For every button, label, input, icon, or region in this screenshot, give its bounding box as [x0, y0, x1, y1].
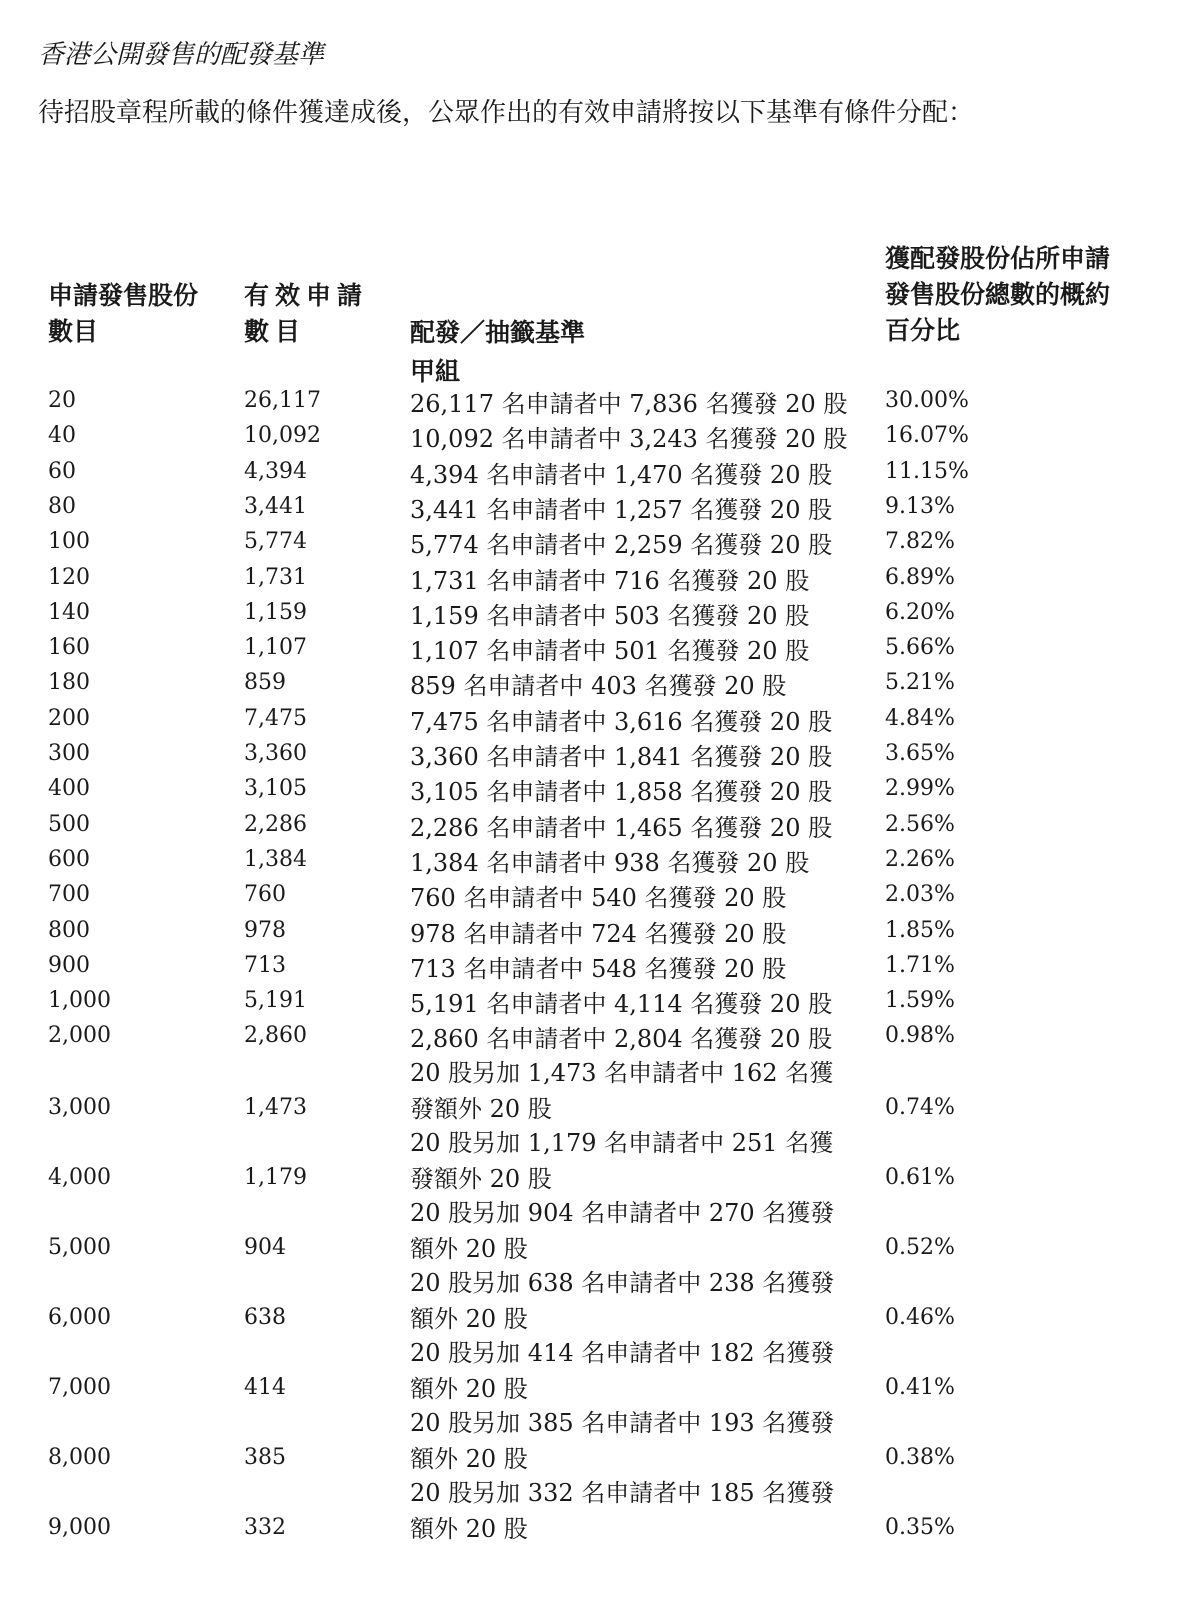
valid-applications-cell: 2,286 — [244, 811, 307, 837]
percentage-cell: 1.85% — [885, 917, 955, 943]
percentage-cell: 30.00% — [885, 388, 969, 413]
valid-applications-cell: 3,441 — [244, 493, 307, 519]
valid-applications-cell: 1,159 — [244, 599, 307, 625]
shares-applied-cell: 60 — [48, 458, 76, 484]
shares-applied-cell: 900 — [48, 952, 90, 978]
basis-cell — [410, 1195, 834, 1267]
shares-applied-cell: 500 — [48, 811, 90, 837]
header-basis: 配發／抽籤基準 — [410, 318, 586, 347]
basis-cell: 2,286 名申請者中 1,465 名獲發 20 股 — [410, 813, 833, 842]
basis-line: 額外 20 股 — [410, 1305, 528, 1333]
header-valid-applications: 有效申請 數目 — [244, 281, 369, 346]
valid-applications-cell: 1,107 — [244, 635, 307, 661]
valid-applications-cell: 10,092 — [244, 423, 321, 449]
shares-applied-cell: 1,000 — [48, 988, 111, 1014]
percentage-cell: 1.59% — [885, 988, 955, 1014]
valid-applications-cell: 414 — [244, 1375, 286, 1400]
basis-line: 20 股另加 638 名申請者中 238 名獲發 — [410, 1269, 835, 1297]
valid-applications-cell: 2,860 — [244, 1023, 307, 1049]
percentage-cell: 7.82% — [885, 529, 955, 555]
valid-applications-cell: 638 — [244, 1305, 286, 1330]
basis-cell: 2,860 名申請者中 2,804 名獲發 20 股 — [410, 1025, 833, 1054]
basis-cell: 4,394 名申請者中 1,470 名獲發 20 股 — [410, 460, 833, 489]
valid-applications-cell: 978 — [244, 917, 286, 943]
basis-line: 額外 20 股 — [410, 1515, 528, 1543]
shares-applied-cell: 7,000 — [48, 1375, 111, 1400]
basis-cell — [410, 1405, 834, 1477]
shares-applied-cell: 700 — [48, 882, 90, 908]
shares-applied-cell: 160 — [48, 635, 90, 661]
intro-text: 待招股章程所載的條件獲達成後，公眾作出的有效申請將按以下基準有條件分配： — [38, 98, 975, 128]
header-shares-applied: 申請發售股份 數目 — [48, 281, 199, 346]
basis-cell — [410, 1265, 834, 1337]
shares-applied-cell: 40 — [48, 423, 76, 449]
shares-applied-cell: 120 — [48, 564, 90, 590]
basis-line: 額外 20 股 — [410, 1445, 528, 1473]
basis-cell — [410, 1125, 833, 1197]
shares-applied-cell: 300 — [48, 741, 90, 766]
basis-cell: 5,191 名申請者中 4,114 名獲發 20 股 — [410, 990, 833, 1019]
basis-cell: 1,107 名申請者中 501 名獲發 20 股 — [410, 637, 810, 666]
valid-applications-cell: 5,774 — [244, 529, 307, 555]
shares-applied-cell: 400 — [48, 776, 90, 802]
basis-cell: 1,384 名申請者中 938 名獲發 20 股 — [410, 848, 810, 877]
basis-cell — [410, 1055, 833, 1127]
percentage-cell: 0.35% — [885, 1515, 955, 1540]
valid-applications-cell: 4,394 — [244, 458, 307, 484]
shares-applied-cell: 800 — [48, 917, 90, 943]
percentage-cell: 16.07% — [885, 423, 969, 449]
percentage-cell: 3.65% — [885, 741, 955, 766]
valid-applications-cell: 7,475 — [244, 705, 307, 731]
shares-applied-cell: 3,000 — [48, 1095, 111, 1120]
valid-applications-cell: 713 — [244, 952, 286, 978]
shares-applied-cell: 9,000 — [48, 1515, 111, 1540]
percentage-cell: 0.41% — [885, 1375, 955, 1400]
shares-applied-cell: 100 — [48, 529, 90, 555]
valid-applications-cell: 1,731 — [244, 564, 307, 590]
shares-applied-cell: 2,000 — [48, 1023, 111, 1049]
basis-line: 額外 20 股 — [410, 1235, 528, 1263]
basis-cell: 10,092 名申請者中 3,243 名獲發 20 股 — [410, 425, 848, 454]
shares-applied-cell: 5,000 — [48, 1235, 111, 1260]
valid-applications-cell: 3,360 — [244, 741, 307, 766]
basis-cell: 978 名申請者中 724 名獲發 20 股 — [410, 919, 787, 948]
basis-cell: 760 名申請者中 540 名獲發 20 股 — [410, 884, 787, 913]
percentage-cell: 6.89% — [885, 564, 955, 590]
percentage-cell: 11.15% — [885, 458, 969, 484]
basis-line: 20 股另加 1,473 名申請者中 162 名獲 — [410, 1059, 834, 1087]
percentage-cell: 0.52% — [885, 1235, 955, 1260]
basis-cell: 26,117 名申請者中 7,836 名獲發 20 股 — [410, 390, 848, 418]
percentage-cell: 2.26% — [885, 846, 955, 872]
basis-cell — [410, 1335, 834, 1407]
valid-applications-cell: 1,384 — [244, 846, 307, 872]
percentage-cell: 0.61% — [885, 1165, 955, 1190]
valid-applications-cell: 5,191 — [244, 988, 307, 1014]
percentage-cell: 1.71% — [885, 952, 955, 978]
percentage-cell: 0.38% — [885, 1445, 955, 1470]
basis-line: 20 股另加 385 名申請者中 193 名獲發 — [410, 1409, 835, 1437]
basis-cell: 3,360 名申請者中 1,841 名獲發 20 股 — [410, 743, 833, 771]
percentage-cell: 4.84% — [885, 705, 955, 731]
basis-cell: 3,105 名申請者中 1,858 名獲發 20 股 — [410, 778, 833, 807]
basis-cell: 1,159 名申請者中 503 名獲發 20 股 — [410, 601, 810, 630]
shares-applied-cell: 8,000 — [48, 1445, 111, 1470]
basis-line: 20 股另加 1,179 名申請者中 251 名獲 — [410, 1129, 834, 1157]
percentage-cell: 5.21% — [885, 670, 955, 696]
valid-applications-cell: 332 — [244, 1515, 286, 1540]
shares-applied-cell: 6,000 — [48, 1305, 111, 1330]
basis-cell — [410, 1475, 834, 1547]
basis-cell: 713 名申請者中 548 名獲發 20 股 — [410, 954, 787, 983]
valid-applications-cell: 26,117 — [244, 388, 321, 413]
valid-applications-cell: 3,105 — [244, 776, 307, 802]
valid-applications-cell: 859 — [244, 670, 286, 696]
percentage-cell: 6.20% — [885, 599, 955, 625]
basis-line: 20 股另加 332 名申請者中 185 名獲發 — [410, 1479, 835, 1507]
percentage-cell: 0.46% — [885, 1305, 955, 1330]
basis-line: 額外 20 股 — [410, 1375, 528, 1403]
shares-applied-cell: 200 — [48, 705, 90, 731]
shares-applied-cell: 20 — [48, 388, 76, 413]
percentage-cell: 2.56% — [885, 811, 955, 837]
basis-cell: 5,774 名申請者中 2,259 名獲發 20 股 — [410, 531, 833, 560]
basis-line: 20 股另加 414 名申請者中 182 名獲發 — [410, 1339, 835, 1367]
valid-applications-cell: 1,473 — [244, 1095, 307, 1120]
basis-cell: 3,441 名申請者中 1,257 名獲發 20 股 — [410, 495, 833, 524]
percentage-cell: 5.66% — [885, 635, 955, 661]
basis-line: 發額外 20 股 — [410, 1095, 552, 1123]
valid-applications-cell: 1,179 — [244, 1165, 307, 1190]
shares-applied-cell: 140 — [48, 599, 90, 625]
shares-applied-cell: 180 — [48, 670, 90, 696]
basis-cell: 1,731 名申請者中 716 名獲發 20 股 — [410, 566, 810, 595]
document-title: 香港公開發售的配發基準 — [38, 40, 325, 70]
valid-applications-cell: 760 — [244, 882, 286, 908]
valid-applications-cell: 904 — [244, 1235, 286, 1260]
shares-applied-cell: 600 — [48, 846, 90, 872]
basis-cell: 859 名申請者中 403 名獲發 20 股 — [410, 672, 787, 701]
percentage-cell: 2.99% — [885, 776, 955, 802]
header-percentage: 獲配發股份佔所申請 發售股份總數的概約 百分比 — [885, 244, 1111, 345]
basis-line: 發額外 20 股 — [410, 1165, 552, 1193]
percentage-cell: 0.74% — [885, 1095, 955, 1120]
percentage-cell: 0.98% — [885, 1023, 955, 1049]
basis-line: 20 股另加 904 名申請者中 270 名獲發 — [410, 1199, 835, 1227]
shares-applied-cell: 4,000 — [48, 1165, 111, 1190]
basis-cell: 7,475 名申請者中 3,616 名獲發 20 股 — [410, 707, 833, 736]
group-label: 甲組 — [410, 357, 461, 386]
valid-applications-cell: 385 — [244, 1445, 286, 1470]
percentage-cell: 2.03% — [885, 882, 955, 908]
shares-applied-cell: 80 — [48, 493, 76, 519]
percentage-cell: 9.13% — [885, 493, 955, 519]
